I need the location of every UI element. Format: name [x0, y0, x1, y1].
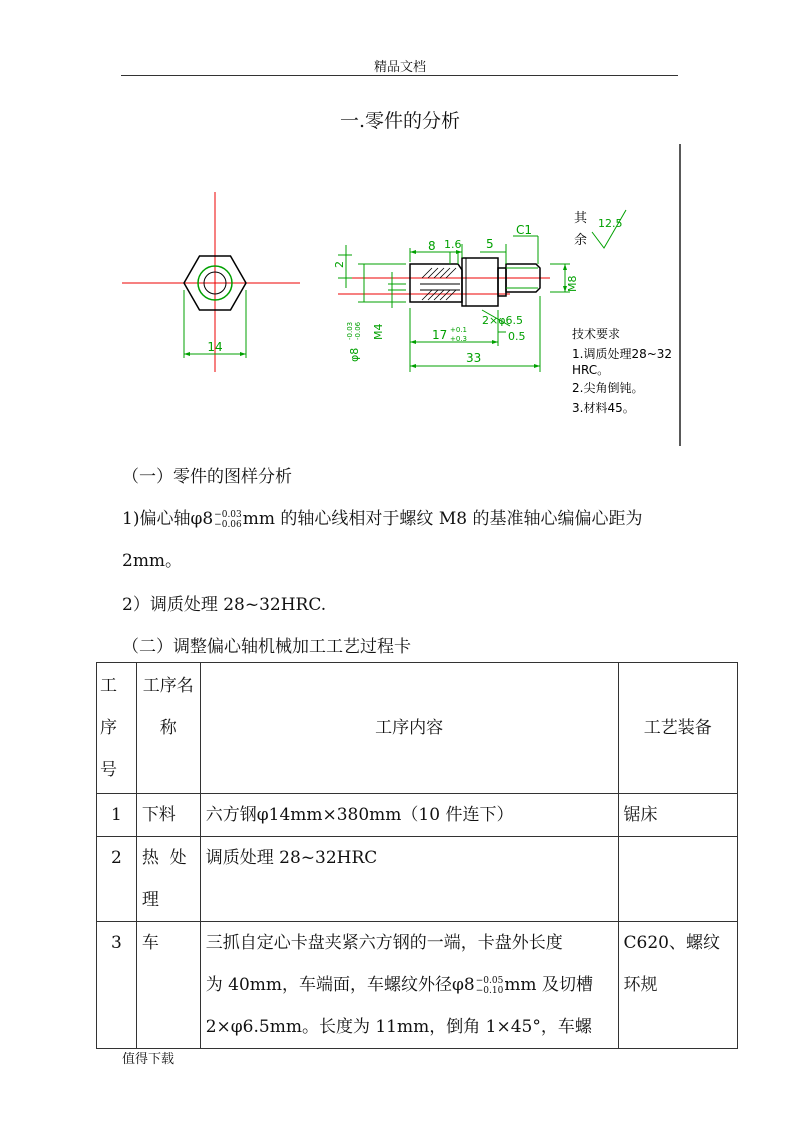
para1-prefix: 1)偏心轴φ8	[122, 509, 214, 529]
roughness-symbol	[574, 210, 626, 248]
section-heading-2: （二）调整偏心轴机械加工工艺过程卡	[122, 637, 411, 657]
dim-label-m8: M8	[566, 275, 579, 292]
roughness-label-line2: 余	[574, 233, 588, 248]
dim-label-8: 8	[428, 239, 436, 253]
dim-label-phi8: φ8	[348, 347, 361, 362]
header-divider	[121, 75, 678, 76]
row1-no: 1	[97, 794, 137, 837]
page-title: 一.零件的分析	[339, 110, 461, 132]
row3-equipment: C620、螺纹 环规	[618, 922, 738, 1049]
roughness-value: 12.5	[598, 217, 623, 230]
para1-tolerance: −0.03 −0.06	[214, 509, 242, 530]
dim-tol-phi8-lower: -0.06	[354, 321, 362, 340]
table-row	[97, 794, 738, 837]
row2-equipment	[618, 837, 738, 922]
header-process-content: 工序内容	[200, 663, 618, 794]
dim-label-0-5: 0.5	[508, 330, 526, 343]
tech-item-1b: HRC。	[572, 363, 610, 377]
tech-item-2: 2.尖角倒钝。	[572, 381, 644, 395]
dim-label-1-6: 1.6	[444, 238, 462, 251]
para1-suffix: mm 的轴心线相对于螺纹 M8 的基准轴心编偏心距为	[242, 509, 643, 529]
shaft-side-view	[333, 223, 579, 372]
row2-content: 调质处理 28~32HRC	[200, 837, 618, 922]
row1-content: 六方钢φ14mm×380mm（10 件连下）	[200, 794, 618, 837]
roughness-label-line1: 其	[574, 211, 588, 226]
section-heading-1: （一）零件的图样分析	[122, 467, 292, 487]
dim-label-c1: C1	[516, 223, 533, 237]
row1-name: 下料	[136, 794, 200, 837]
row3-no: 3	[97, 922, 137, 1049]
tech-item-3: 3.材料45。	[572, 401, 635, 415]
process-card-table	[96, 662, 738, 1049]
paragraph-2: 2）调质处理 28~32HRC.	[122, 595, 327, 615]
dim-tol-17-lower: +0.3	[450, 335, 467, 343]
dim-label-m4: M4	[372, 323, 385, 340]
row1-equipment: 锯床	[618, 794, 738, 837]
dim-tol-17-upper: +0.1	[450, 326, 467, 334]
dim-label-33: 33	[466, 351, 482, 365]
row3-content: 三抓自定心卡盘夹紧六方钢的一端，卡盘外长度 为 40mm，车端面，车螺纹外径φ8 −0.05 −0.10 mm 及切槽 2×φ6.5mm。长度为 11mm，倒角 1×45°，车螺	[200, 922, 618, 1049]
dim-label-14: 14	[207, 340, 223, 354]
part-drawing	[110, 140, 690, 450]
tech-title: 技术要求	[572, 327, 621, 341]
row3-name: 车	[136, 922, 200, 1049]
row2-name: 热 处 理	[136, 837, 200, 922]
row2-no: 2	[97, 837, 137, 922]
paragraph-1	[122, 504, 642, 530]
dim-tol-phi8-upper: -0.03	[346, 321, 354, 340]
header-equipment: 工艺装备	[618, 663, 738, 794]
table-row	[97, 922, 738, 1049]
table-row	[97, 837, 738, 922]
header-process-name: 工序名 称	[136, 663, 200, 794]
tech-item-1: 1.调质处理28~32	[572, 347, 673, 361]
dim-label-17: 17	[432, 328, 448, 342]
page-header: 精品文档	[373, 60, 426, 75]
table-header-row	[97, 663, 738, 794]
dim-label-5: 5	[486, 237, 494, 251]
hex-end-view	[122, 192, 300, 372]
paragraph-1-line2: 2mm。	[122, 551, 183, 571]
technical-requirements	[572, 326, 672, 415]
page-footer: 值得下载	[122, 1052, 175, 1067]
dim-label-2: 2	[333, 261, 346, 268]
header-process-no: 工 序 号	[97, 663, 137, 794]
dim-label-groove: 2×φ6.5	[482, 314, 523, 327]
